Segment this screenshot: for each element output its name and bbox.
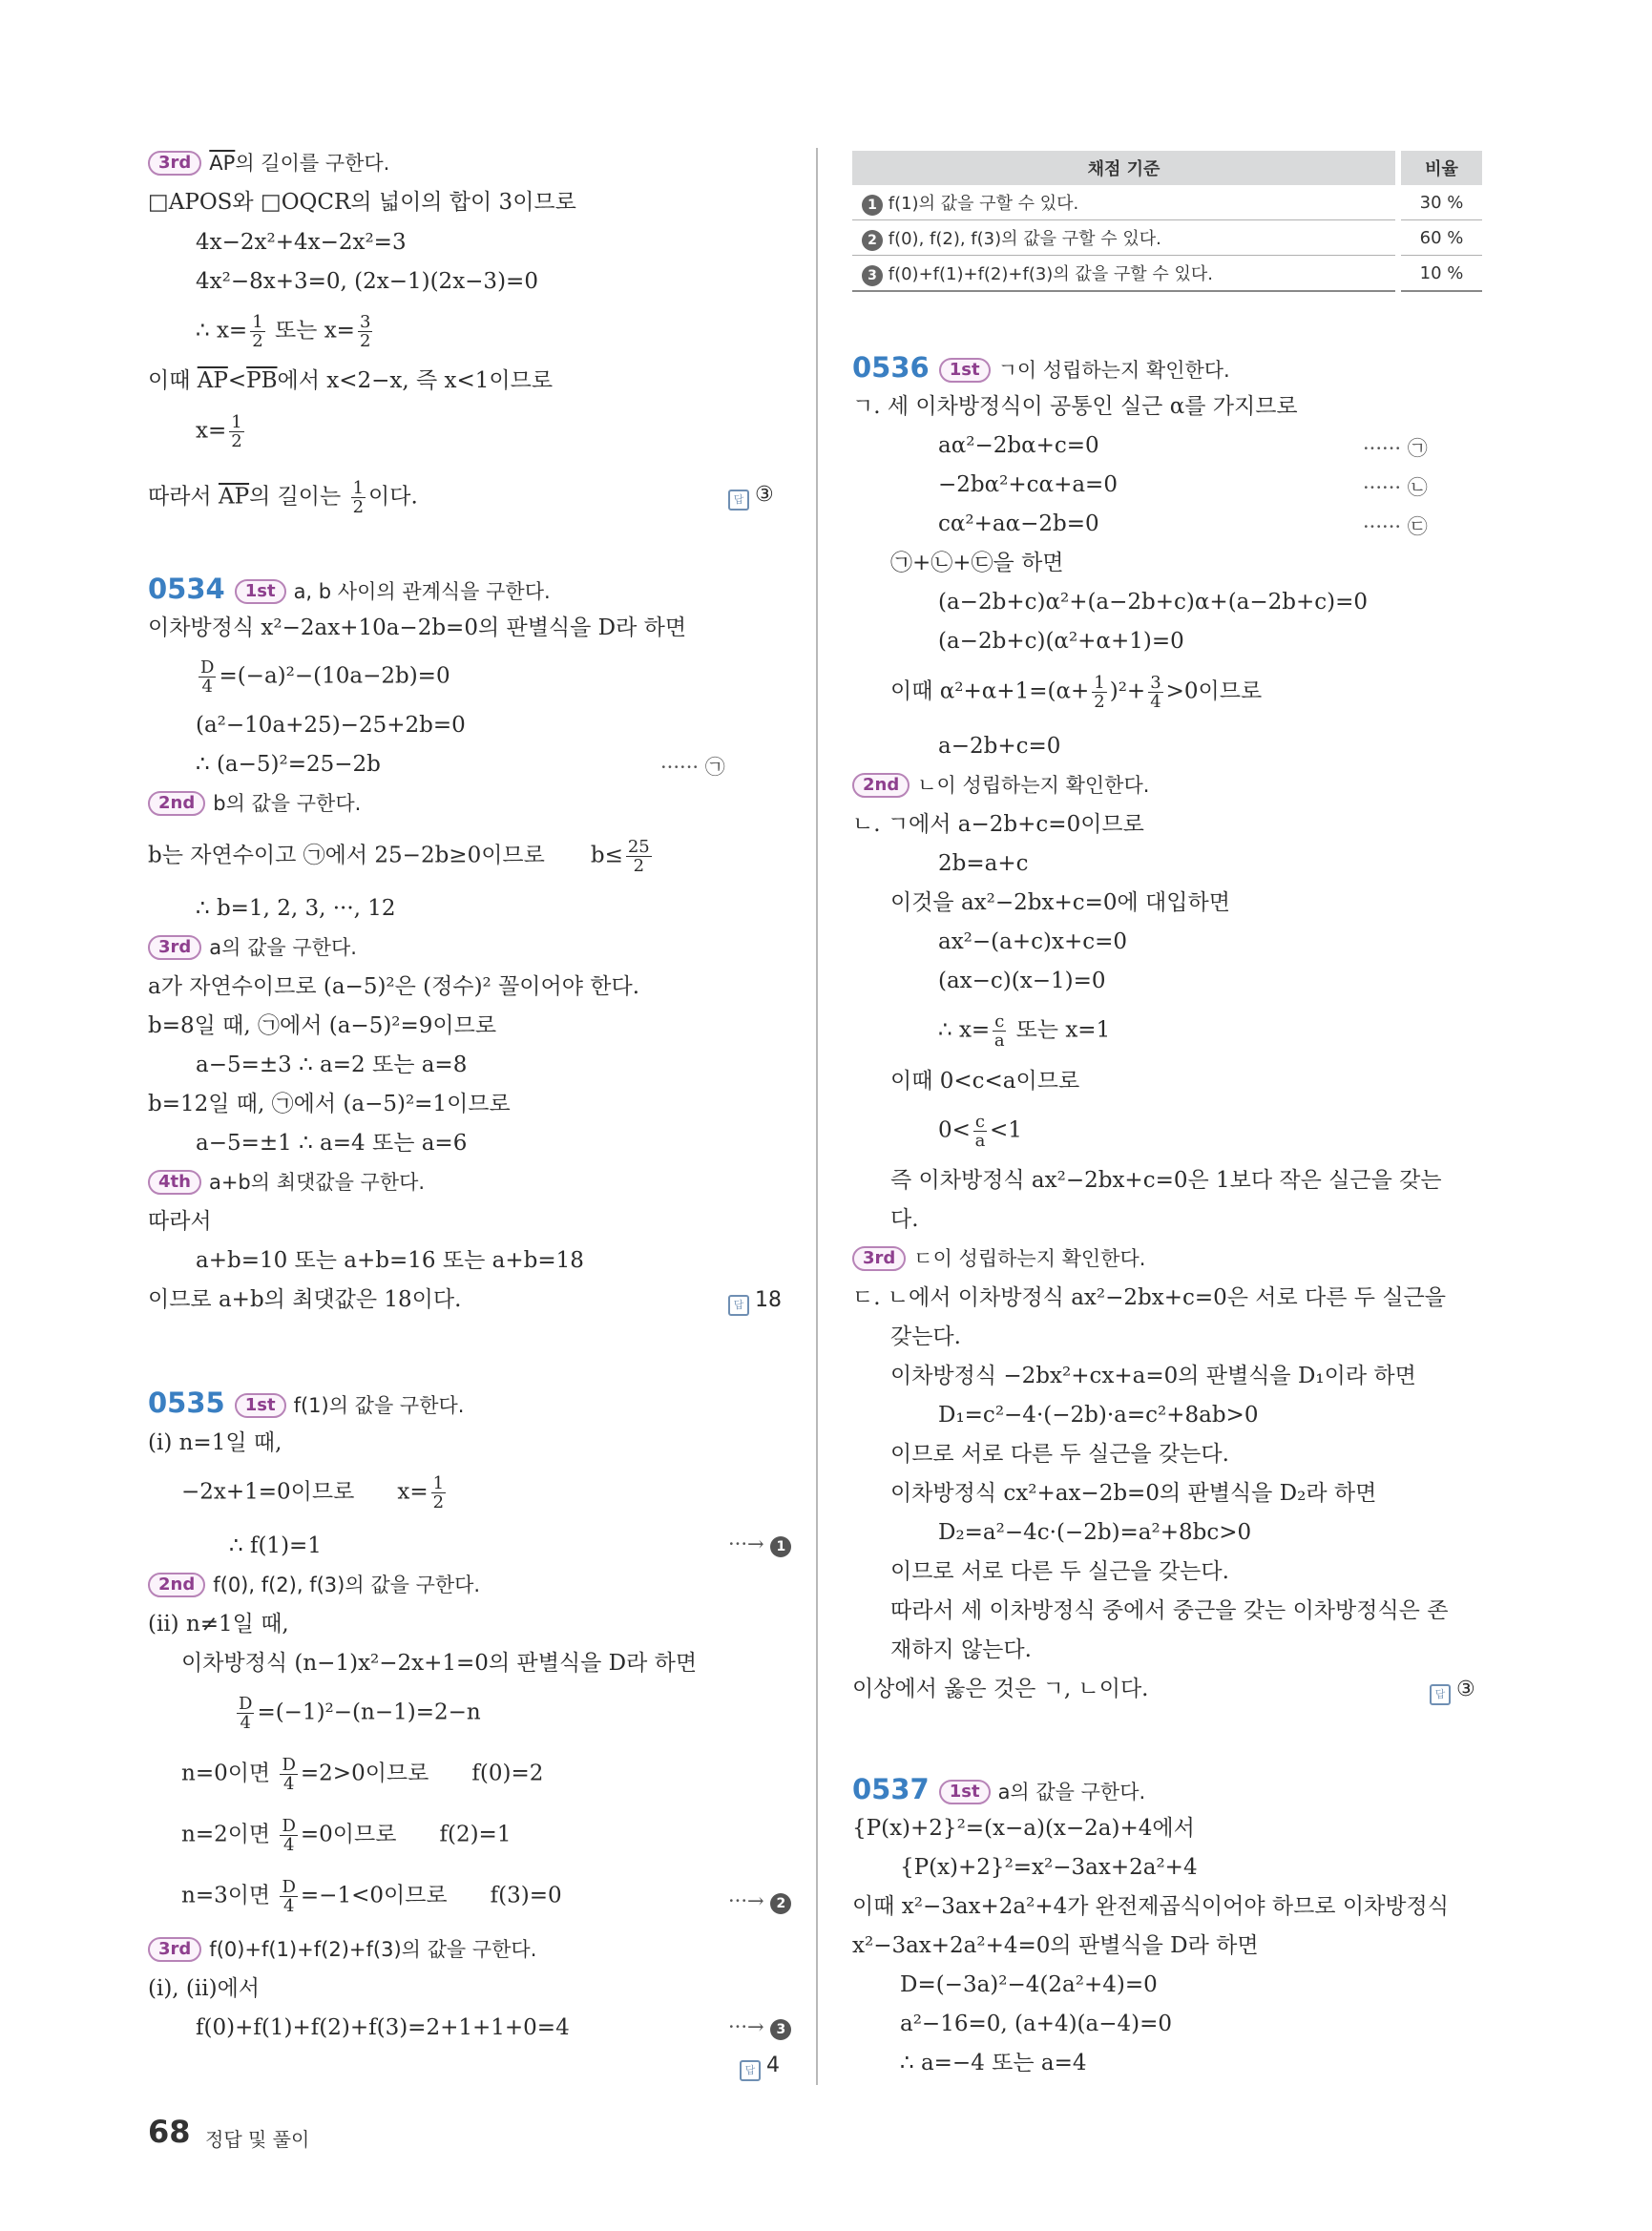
table-row xyxy=(852,185,1482,220)
table-header: 채점 기준 xyxy=(852,151,1398,185)
line: 이므로 서로 다른 두 실근을 갖는다. xyxy=(890,1559,1229,1584)
answer-value: ③ xyxy=(755,483,774,507)
equation xyxy=(938,1113,1022,1150)
equation: D=(−3a)²−4(2a²+4)=0 xyxy=(900,1972,1158,1997)
denominator: 2 xyxy=(231,431,242,451)
fraction xyxy=(351,479,366,516)
line: 이므로 a+b의 최댓값은 18이다. xyxy=(148,1287,462,1312)
denominator: a xyxy=(993,1031,1005,1051)
equation: f(0)+f(1)+f(2)+f(3)=2+1+1+0=4 xyxy=(196,2015,570,2040)
equation: (ax−c)(x−1)=0 xyxy=(938,969,1106,993)
line: a가 자연수이므로 (a−5)²은 (정수)² 꼴이어야 한다. xyxy=(148,974,640,999)
step-badge: 1st xyxy=(235,1393,286,1418)
table-row xyxy=(852,220,1482,256)
problem-number: 0536 xyxy=(852,351,930,384)
marker-label: ······ ㉡ xyxy=(1363,476,1428,499)
equation: −2bα²+cα+a=0 xyxy=(938,472,1118,497)
numerator: D xyxy=(282,1816,296,1836)
fraction xyxy=(250,313,264,350)
text: =−1<0이므로 xyxy=(300,1883,448,1908)
text: 이다. xyxy=(368,484,418,510)
text: 이때 xyxy=(148,368,198,393)
step-line xyxy=(852,1244,1145,1273)
circled-number: 1 xyxy=(770,1536,791,1557)
fraction xyxy=(237,1695,254,1732)
equation: a−5=±1 ∴ a=4 또는 a=6 xyxy=(196,1131,468,1156)
fraction xyxy=(993,1012,1006,1050)
equation xyxy=(938,1012,1110,1050)
equation: ∴ (a−5)²=25−2b xyxy=(196,752,381,777)
equation: ax²−(a+c)x+c=0 xyxy=(938,929,1128,954)
column-divider xyxy=(816,148,818,2085)
denominator: 4 xyxy=(282,1774,295,1794)
line: x²−3ax+2a²+4=0의 판별식을 D라 하면 xyxy=(852,1933,1259,1958)
line: □APOS와 □OQCR의 넓이의 합이 3이므로 xyxy=(148,190,576,215)
segment-label: $\overline{AP}$ xyxy=(197,368,228,393)
numerator: 1 xyxy=(252,312,263,332)
line: (i) n=1일 때, xyxy=(148,1430,282,1455)
numerator: 25 xyxy=(627,837,650,857)
text: x= xyxy=(196,418,227,444)
line: 이때 x²−3ax+2a²+4가 완전제곱식이어야 하므로 이차방정식 xyxy=(852,1894,1449,1919)
text: f(3)=0 xyxy=(490,1883,562,1908)
equation: ∴ a=−4 또는 a=4 xyxy=(900,2051,1087,2075)
numerator: 1 xyxy=(231,412,242,432)
table-cell xyxy=(852,220,1398,256)
equation: (a²−10a+25)−25+2b=0 xyxy=(196,713,466,738)
step-badge: 1st xyxy=(235,579,286,604)
equation: 2b=a+c xyxy=(938,851,1029,876)
line: 이므로 서로 다른 두 실근을 갖는다. xyxy=(890,1442,1229,1467)
fraction xyxy=(280,1878,297,1915)
fraction xyxy=(431,1474,446,1512)
segment-label: $\overline{AP}$ xyxy=(218,484,250,510)
marker-label: ······ ㉠ xyxy=(1363,437,1428,460)
circled-number: 3 xyxy=(862,265,883,286)
numerator: 1 xyxy=(1094,673,1105,693)
step-line xyxy=(148,1935,536,1964)
step-line xyxy=(148,789,361,818)
text: n=2이면 xyxy=(181,1822,271,1847)
numerator: 1 xyxy=(352,478,365,498)
step-line xyxy=(148,933,357,962)
equation xyxy=(181,1878,562,1915)
table-cell: 10 % xyxy=(1398,256,1482,292)
equation: (a−2b+c)(α²+α+1)=0 xyxy=(938,629,1184,654)
text: x= xyxy=(397,1479,429,1505)
problem-header xyxy=(852,353,1230,385)
text: 에서 x<2−x, 즉 x<1이므로 xyxy=(277,368,554,393)
equation: 4x−2x²+4x−2x²=3 xyxy=(196,230,407,255)
line: (i), (ii)에서 xyxy=(148,1976,261,2001)
step-text: a의 값을 구한다. xyxy=(209,936,357,959)
equation: D₂=a²−4c·(−2b)=a²+8bc>0 xyxy=(938,1520,1252,1545)
equation xyxy=(181,1817,511,1854)
step-text: f(0), f(2), f(3)의 값을 구한다. xyxy=(213,1574,481,1596)
line: 이차방정식 (n−1)x²−2x+1=0의 판별식을 D라 하면 xyxy=(181,1651,698,1676)
step-badge: 4th xyxy=(148,1170,201,1195)
text: −2x+1=0이므로 xyxy=(181,1479,355,1505)
numerator: 1 xyxy=(432,1473,445,1493)
step-text: ㄱ이 성립하는지 확인한다. xyxy=(997,359,1230,382)
answer-value: 18 xyxy=(755,1288,782,1312)
problem-header xyxy=(148,574,551,606)
arrow: ···→ xyxy=(728,1533,764,1555)
problem-header xyxy=(852,1775,1145,1806)
denominator: 4 xyxy=(240,1713,251,1733)
text: b는 자연수이고 ㉠에서 25−2b≥0이므로 xyxy=(148,843,545,868)
equation: a+b=10 또는 a+b=16 또는 a+b=18 xyxy=(196,1248,584,1273)
text: 0< xyxy=(938,1117,971,1143)
fraction xyxy=(1148,674,1162,711)
numerator: 3 xyxy=(1150,673,1161,693)
fraction xyxy=(973,1113,987,1150)
equation: ∴ f(1)=1 xyxy=(229,1533,322,1558)
fraction xyxy=(199,658,216,696)
answer-value: 4 xyxy=(766,2054,780,2077)
equation xyxy=(890,674,1262,711)
line: 즉 이차방정식 ax²−2bx+c=0은 1보다 작은 실근을 갖는 xyxy=(890,1168,1442,1193)
line: 재하지 않는다. xyxy=(890,1637,1032,1662)
step-text: a, b 사이의 관계식을 구한다. xyxy=(293,580,551,603)
text: =(−1)²−(n−1)=2−n xyxy=(257,1699,481,1725)
denominator: 4 xyxy=(282,1896,295,1916)
line: 갖는다. xyxy=(890,1324,961,1349)
text: 의 길이는 xyxy=(249,484,348,510)
table-header: 비율 xyxy=(1398,151,1482,185)
denominator: 2 xyxy=(352,497,365,517)
equation: ∴ b=1, 2, 3, ···, 12 xyxy=(196,896,396,921)
equation: a−2b+c=0 xyxy=(938,734,1061,759)
step-text: b의 값을 구한다. xyxy=(213,792,362,815)
equation: (a−2b+c)α²+(a−2b+c)α+(a−2b+c)=0 xyxy=(938,590,1369,615)
equation xyxy=(181,1474,449,1512)
text: n=0이면 xyxy=(181,1761,271,1786)
answer-icon: 답 xyxy=(728,1295,749,1316)
text: 이때 α²+α+1=(α+ xyxy=(890,678,1090,704)
text: ∴ x= xyxy=(938,1017,991,1043)
equation: a²−16=0, (a+4)(a−4)=0 xyxy=(900,2012,1173,2036)
circled-number: 1 xyxy=(862,195,883,216)
circled-number: 2 xyxy=(770,1893,791,1914)
numerator: D xyxy=(282,1877,296,1897)
marker-label: ······ ㉠ xyxy=(660,756,725,779)
denominator: 2 xyxy=(359,331,371,351)
table-cell xyxy=(852,256,1398,292)
line: ㄴ. ㄱ에서 a−2b+c=0이므로 xyxy=(852,812,1144,837)
step-badge: 3rd xyxy=(852,1246,906,1271)
denominator: 2 xyxy=(1094,692,1105,712)
numerator: c xyxy=(974,1112,985,1132)
problem-number: 0537 xyxy=(852,1773,930,1805)
text: =(−a)²−(10a−2b)=0 xyxy=(219,663,450,689)
equation: cα²+aα−2b=0 xyxy=(938,511,1099,536)
segment-label: $\overline{AP}$ xyxy=(209,152,236,175)
score-marker xyxy=(728,2015,791,2040)
step-badge: 2nd xyxy=(148,791,205,816)
step-text: f(1)의 값을 구한다. xyxy=(293,1394,465,1417)
step-badge: 1st xyxy=(939,1780,991,1804)
numerator: 3 xyxy=(359,312,371,332)
numerator: D xyxy=(200,657,215,678)
line xyxy=(148,838,655,875)
step-badge: 1st xyxy=(939,358,991,383)
denominator: 2 xyxy=(633,856,645,876)
line: 이차방정식 −2bx²+cx+a=0의 판별식을 D₁이라 하면 xyxy=(890,1364,1416,1388)
line: 이것을 ax²−2bx+c=0에 대입하면 xyxy=(890,890,1230,915)
text: b≤ xyxy=(590,843,623,868)
text: 따라서 xyxy=(148,484,219,510)
text: )²+ xyxy=(1109,678,1146,704)
step-line xyxy=(148,1168,425,1197)
equation xyxy=(196,413,247,450)
step-badge: 2nd xyxy=(148,1573,205,1597)
step-text: a+b의 최댓값을 구한다. xyxy=(208,1171,426,1194)
fraction xyxy=(358,313,372,350)
score-marker xyxy=(728,1889,791,1914)
numerator: c xyxy=(994,1011,1005,1032)
score-marker xyxy=(728,1533,791,1557)
page-number: 68 xyxy=(148,2114,191,2150)
line: ㄷ. ㄴ에서 이차방정식 ax²−2bx+c=0은 서로 다른 두 실근을 xyxy=(852,1285,1446,1310)
step-text: f(0)+f(1)+f(2)+f(3)의 값을 구한다. xyxy=(209,1938,537,1961)
line: 이상에서 옳은 것은 ㄱ, ㄴ이다. xyxy=(852,1677,1149,1701)
answer-mark xyxy=(728,483,774,511)
line: b=8일 때, ㉠에서 (a−5)²=9이므로 xyxy=(148,1013,497,1038)
text: >0이므로 xyxy=(1165,678,1263,704)
line: 이차방정식 x²−2ax+10a−2b=0의 판별식을 D라 하면 xyxy=(148,615,687,640)
answer-mark xyxy=(1430,1678,1475,1705)
step-badge: 2nd xyxy=(852,773,910,798)
text: =0이므로 xyxy=(300,1822,397,1847)
line: 따라서 세 이차방정식 중에서 중근을 갖는 이차방정식은 존 xyxy=(890,1598,1449,1623)
line: {P(x)+2}²=(x−a)(x−2a)+4에서 xyxy=(852,1816,1195,1841)
text: =2>0이므로 xyxy=(300,1761,429,1786)
step-line xyxy=(852,771,1149,800)
line: (ii) n≠1일 때, xyxy=(148,1612,289,1637)
criterion-text: f(0)+f(1)+f(2)+f(3)의 값을 구할 수 있다. xyxy=(888,263,1214,284)
line: 따라서 xyxy=(148,1209,212,1234)
denominator: 4 xyxy=(1150,692,1161,712)
table-cell: 60 % xyxy=(1398,220,1482,256)
line xyxy=(148,366,553,395)
line: ㉠+㉡+㉢을 하면 xyxy=(890,551,1064,575)
segment-label: $\overline{PB}$ xyxy=(246,368,278,393)
criterion-text: f(0), f(2), f(3)의 값을 구할 수 있다. xyxy=(888,228,1161,249)
answer-icon: 답 xyxy=(1430,1684,1451,1705)
line: ㄱ. 세 이차방정식이 공통인 실근 α를 가지므로 xyxy=(852,394,1298,419)
step-text: ㄷ이 성립하는지 확인한다. xyxy=(913,1247,1146,1270)
circled-number: 3 xyxy=(770,2019,791,2040)
arrow: ···→ xyxy=(728,1889,764,1912)
marker-label: ······ ㉢ xyxy=(1363,515,1428,538)
step-text: ㄴ이 성립하는지 확인한다. xyxy=(917,774,1150,797)
answer-icon: 답 xyxy=(740,2060,761,2081)
equation: a−5=±3 ∴ a=2 또는 a=8 xyxy=(196,1053,468,1077)
problem-header xyxy=(148,1388,464,1420)
denominator: 4 xyxy=(201,677,213,697)
fraction xyxy=(626,838,652,875)
fraction xyxy=(280,1817,297,1854)
line: 이차방정식 cx²+ax−2b=0의 판별식을 D₂라 하면 xyxy=(890,1481,1377,1506)
arrow: ···→ xyxy=(728,2015,764,2038)
text: 또는 x=1 xyxy=(1015,1017,1111,1043)
equation xyxy=(181,1756,543,1793)
step-badge: 3rd xyxy=(148,151,201,176)
equation xyxy=(196,313,375,350)
answer-icon: 답 xyxy=(728,490,749,511)
text: ∴ x= xyxy=(196,318,248,344)
denominator: 2 xyxy=(432,1492,445,1512)
footer-label: 정답 및 풀이 xyxy=(205,2128,310,2151)
equation xyxy=(196,658,450,696)
table-cell: 30 % xyxy=(1398,185,1482,220)
answer-value: ③ xyxy=(1456,1678,1475,1701)
table-row xyxy=(852,256,1482,292)
answer-mark xyxy=(740,2054,780,2081)
denominator: 4 xyxy=(282,1835,295,1855)
equation: {P(x)+2}²=x²−3ax+2a²+4 xyxy=(900,1855,1198,1880)
denominator: a xyxy=(974,1131,986,1151)
problem-number: 0534 xyxy=(148,573,225,605)
line xyxy=(148,149,389,177)
line: 이때 0<c<a이므로 xyxy=(890,1069,1080,1094)
problem-number: 0535 xyxy=(148,1387,225,1419)
text: n=3이면 xyxy=(181,1883,271,1908)
step-badge: 3rd xyxy=(148,935,201,960)
step-badge: 3rd xyxy=(148,1937,201,1962)
step-text: a의 값을 구한다. xyxy=(997,1781,1146,1804)
text: <1 xyxy=(990,1117,1022,1143)
text: f(2)=1 xyxy=(439,1822,512,1847)
text: f(0)=2 xyxy=(471,1761,544,1786)
equation: D₁=c²−4·(−2b)·a=c²+8ab>0 xyxy=(938,1403,1259,1428)
numerator: D xyxy=(282,1755,296,1775)
circled-number: 2 xyxy=(862,230,883,251)
grading-table xyxy=(852,151,1482,292)
equation: aα²−2bα+c=0 xyxy=(938,433,1099,458)
equation xyxy=(234,1695,481,1732)
step-text: 의 길이를 구한다. xyxy=(235,152,390,175)
table-cell xyxy=(852,185,1398,220)
line: 다. xyxy=(890,1207,919,1232)
equation: 4x²−8x+3=0, (2x−1)(2x−3)=0 xyxy=(196,269,538,294)
text: 또는 x= xyxy=(274,318,355,344)
step-line xyxy=(148,1571,480,1599)
text: < xyxy=(227,368,247,393)
line xyxy=(148,479,418,516)
numerator: D xyxy=(239,1694,253,1714)
line: b=12일 때, ㉠에서 (a−5)²=1이므로 xyxy=(148,1092,511,1116)
fraction xyxy=(229,413,243,450)
criterion-text: f(1)의 값을 구할 수 있다. xyxy=(888,193,1079,214)
answer-mark xyxy=(728,1288,782,1316)
fraction xyxy=(280,1756,297,1793)
fraction xyxy=(1092,674,1106,711)
denominator: 2 xyxy=(252,331,263,351)
